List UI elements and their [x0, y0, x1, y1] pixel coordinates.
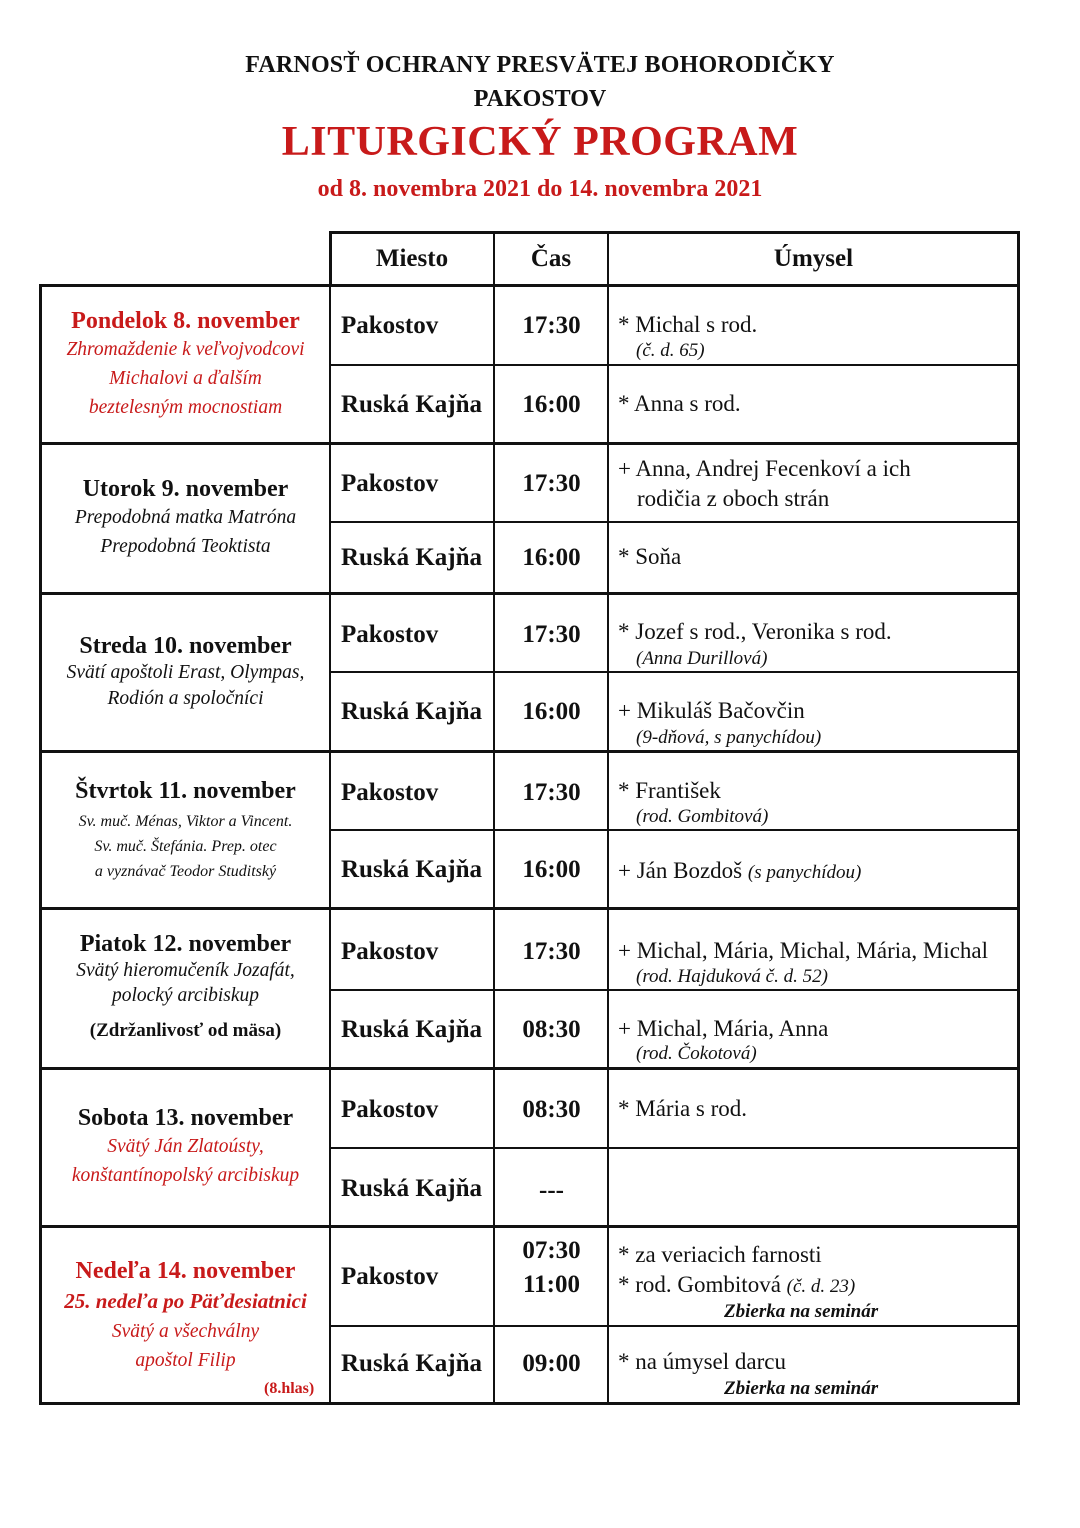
column-header-time: Čas — [530, 245, 572, 272]
column-header-place: Miesto — [375, 245, 449, 272]
col-divider-day — [329, 231, 331, 1405]
intent-note: (rod. Hajduková č. d. 52) — [636, 966, 828, 987]
intent-cell: * Anna s rod. — [618, 391, 741, 416]
day-separator — [39, 442, 1020, 445]
day-name: Streda 10. november — [79, 633, 292, 659]
intent-note: (9-dňová, s panychídou) — [636, 727, 822, 748]
intent-cell: * na úmysel darcu — [618, 1349, 786, 1374]
intent-cell: * Mária s rod. — [618, 1096, 748, 1121]
day-separator — [39, 1067, 1020, 1070]
time-cell: 17:30 — [522, 312, 581, 339]
day-feast: apoštol Filip — [135, 1350, 236, 1371]
day-feast: Svätí apoštoli Erast, Olympas, — [66, 662, 305, 683]
row-separator — [329, 521, 1020, 523]
day-name: Sobota 13. november — [77, 1105, 294, 1131]
place-cell: Ruská Kajňa — [341, 698, 483, 725]
time-cell: 17:30 — [522, 621, 581, 648]
place-cell: Pakostov — [341, 1096, 439, 1123]
day-separator — [39, 592, 1020, 595]
day-feast: Svätý hieromučeník Jozafát, — [76, 960, 295, 981]
date-range: od 8. novembra 2021 do 14. novembra 2021 — [317, 176, 763, 202]
intent-cell: rodičia z oboch strán — [637, 486, 830, 511]
parish-name: FARNOSŤ OCHRANY PRESVÄTEJ BOHORODIČKY — [245, 52, 835, 78]
row-separator — [329, 1147, 1020, 1149]
day-separator — [39, 907, 1020, 910]
day-feast: Prepodobná Teoktista — [100, 536, 271, 557]
intent-cell — [618, 1272, 855, 1298]
day-name: Piatok 12. november — [79, 931, 292, 957]
row-separator — [329, 671, 1020, 673]
intent-note: (č. d. 23) — [786, 1276, 856, 1297]
day-cell — [42, 307, 329, 422]
collection-note: Zbierka na seminár — [724, 1301, 879, 1322]
time-cell: 17:30 — [522, 779, 581, 806]
intent-text: * rod. Gombitová — [618, 1272, 781, 1297]
day-feast: Svätý Ján Zlatoústy, — [107, 1136, 264, 1157]
time-cell: 07:30 — [522, 1237, 581, 1264]
time-cell: 16:00 — [522, 856, 581, 883]
intent-note: (Anna Durillová) — [636, 648, 768, 669]
day-feast: Rodión a spoločníci — [107, 688, 264, 709]
sunday-title: 25. nedeľa po Päťdesiatnici — [64, 1289, 307, 1313]
time-cell: --- — [539, 1177, 564, 1204]
place-cell: Ruská Kajňa — [341, 1350, 483, 1377]
time-cell: 16:00 — [522, 698, 581, 725]
intent-cell: * Soňa — [618, 544, 682, 569]
day-name: Utorok 9. november — [82, 476, 289, 502]
place-cell: Ruská Kajňa — [341, 1016, 483, 1043]
day-feast: Svätý a všechválny — [111, 1321, 260, 1342]
time-cell: 08:30 — [522, 1016, 581, 1043]
day-feast: konštantínopolský arcibiskup — [71, 1165, 300, 1186]
intent-note: (rod. Gombitová) — [636, 806, 769, 827]
col-divider-place — [493, 231, 495, 1405]
intent-cell: * za veriacich farnosti — [618, 1242, 822, 1267]
row-separator — [329, 1325, 1020, 1327]
day-separator — [39, 750, 1020, 753]
intent-cell: * Jozef s rod., Veronika s rod. — [618, 619, 892, 644]
intent-cell — [618, 858, 861, 884]
tone-label: (8.hlas) — [264, 1380, 315, 1397]
intent-cell: * František — [618, 778, 721, 803]
intent-cell: + Michal, Mária, Michal, Mária, Michal — [618, 938, 988, 963]
intent-note: (č. d. 65) — [636, 340, 705, 361]
day-feast: Sv. muč. Ménas, Viktor a Vincent. — [78, 813, 293, 830]
place-cell: Ruská Kajňa — [341, 544, 483, 571]
day-feast: polocký arcibiskup — [111, 985, 260, 1006]
col-divider-time — [607, 231, 609, 1405]
day-name: Štvrtok 11. november — [75, 778, 296, 804]
time-cell: 16:00 — [522, 544, 581, 571]
intent-cell: + Michal, Mária, Anna — [618, 1016, 829, 1041]
collection-note: Zbierka na seminár — [724, 1378, 879, 1399]
day-feast: Sv. muč. Štefánia. Prep. otec — [94, 838, 277, 855]
time-cell: 11:00 — [523, 1271, 580, 1298]
time-cell: 17:30 — [522, 470, 581, 497]
place-cell: Pakostov — [341, 312, 439, 339]
page-title: LITURGICKÝ PROGRAM — [281, 119, 799, 165]
place-cell: Pakostov — [341, 938, 439, 965]
fasting-note: (Zdržanlivosť od mäsa) — [89, 1020, 282, 1041]
day-cell — [42, 930, 329, 1045]
intent-cell: * Michal s rod. — [618, 312, 758, 337]
place-cell: Pakostov — [341, 470, 439, 497]
day-cell — [42, 777, 329, 884]
day-feast: beztelesným mocnostiam — [88, 397, 283, 418]
intent-cell: + Mikuláš Bačovčin — [618, 698, 805, 723]
place-cell: Ruská Kajňa — [341, 856, 483, 883]
day-cell — [42, 1257, 329, 1375]
day-feast: Prepodobná matka Matróna — [74, 507, 297, 528]
place-cell: Ruská Kajňa — [341, 391, 483, 418]
time-cell: 08:30 — [522, 1096, 581, 1123]
time-cell: 09:00 — [522, 1350, 581, 1377]
day-name: Nedeľa 14. november — [75, 1258, 296, 1284]
place-cell: Pakostov — [341, 1263, 439, 1290]
day-cell — [42, 1104, 329, 1190]
parish-location: PAKOSTOV — [473, 86, 607, 112]
time-cell: 16:00 — [522, 391, 581, 418]
column-header-intent: Úmysel — [773, 245, 854, 272]
row-separator — [329, 989, 1020, 991]
row-separator — [329, 364, 1020, 366]
day-name: Pondelok 8. november — [71, 308, 300, 334]
row-separator — [329, 829, 1020, 831]
day-feast: Zhromaždenie k veľvojvodcovi — [66, 339, 305, 360]
place-cell: Pakostov — [341, 779, 439, 806]
intent-note: (s panychídou) — [747, 862, 862, 883]
day-cell — [42, 475, 329, 561]
day-feast: Michalovi a ďalším — [109, 368, 262, 389]
intent-note: (rod. Čokotová) — [636, 1043, 757, 1064]
place-cell: Pakostov — [341, 621, 439, 648]
intent-text: + Ján Bozdoš — [618, 858, 743, 883]
time-cell: 17:30 — [522, 938, 581, 965]
day-cell — [42, 632, 329, 712]
place-cell: Ruská Kajňa — [341, 1175, 483, 1202]
intent-cell: + Anna, Andrej Fecenkoví a ich — [618, 456, 911, 481]
day-feast: a vyznávač Teodor Studitský — [94, 863, 277, 880]
day-separator — [39, 1225, 1020, 1228]
